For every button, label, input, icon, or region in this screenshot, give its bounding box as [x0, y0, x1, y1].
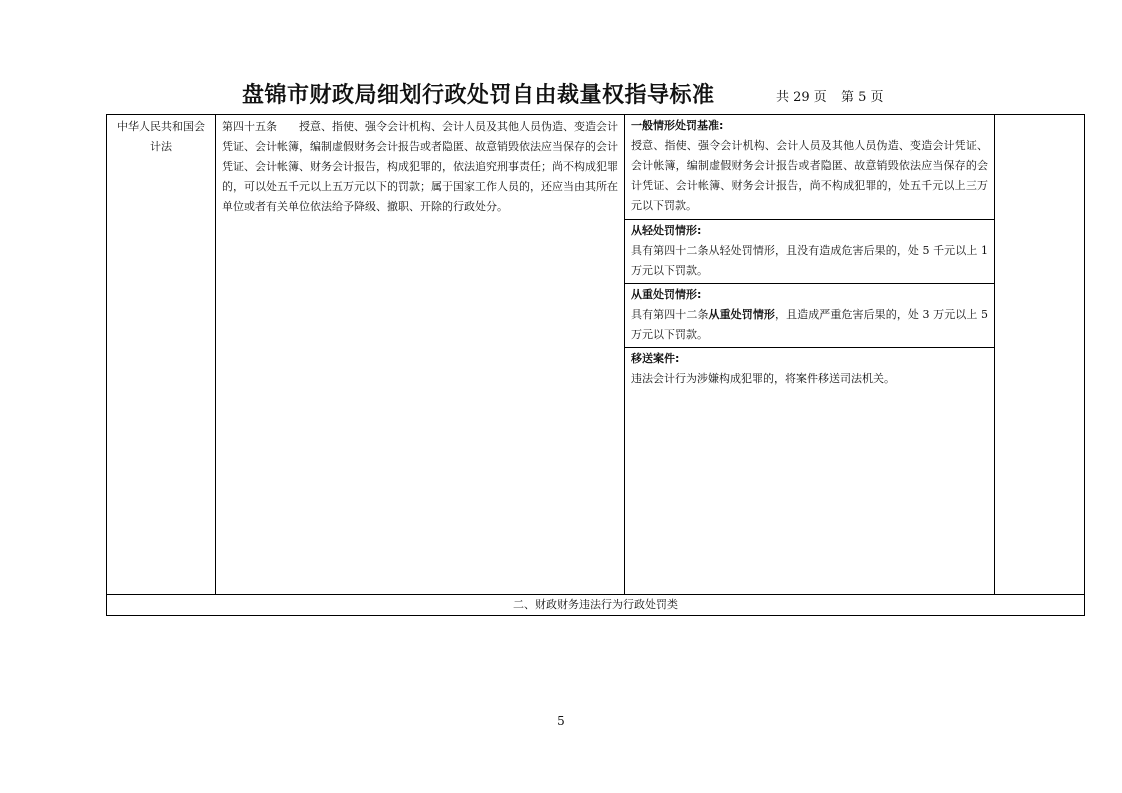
remarks-cell [995, 115, 1085, 595]
page-info [776, 86, 894, 105]
transfer-case-block [625, 348, 994, 391]
law-name: 中华人民共和国会计法 [117, 120, 205, 153]
lenient-standard-text: 具有第四十二条从轻处罚情形，且没有造成危害后果的，处 5 千元以上 1 万元以下罚款。 [631, 244, 988, 277]
total-pages: 共 29 页 [776, 90, 827, 105]
severe-text-after: ，且造成严重危害后果的，处 3 万元以上 5 万元以下罚款。 [631, 308, 989, 341]
transfer-case-text: 违法会计行为涉嫌构成犯罪的，将案件移送司法机关。 [631, 372, 895, 385]
section-heading: 二、财政财务违法行为行政处罚类 [107, 595, 1085, 616]
general-standard-text: 授意、指使、强令会计机构、会计人员及其他人员伪造、变造会计凭证、会计帐簿，编制虚假财务会计报告或者隐匿、故意销毁依法应当保存的会计凭证、会计帐簿、财务会计报告，尚不构成犯罪的，处五千元以上三万元以下罚款。 [631, 139, 988, 212]
article-cell [216, 115, 625, 595]
penalty-standards-table [106, 114, 1085, 616]
general-standard-block [625, 115, 994, 220]
current-page: 第 5 页 [840, 90, 884, 105]
severe-standard-block [625, 284, 994, 348]
article-number: 第四十五条 [222, 120, 277, 133]
general-standard-heading: 一般情形处罚基准: [631, 119, 724, 132]
article-text: 授意、指使、强令会计机构、会计人员及其他人员伪造、变造会计凭证、会计帐簿，编制虚假财务会计报告或者隐匿、故意销毁依法应当保存的会计凭证、会计帐簿、财务会计报告，构成犯罪的，依法追究刑事责任；尚不构成犯罪的，可以处五千元以上五万元以下的罚款；属于国家工作人员的，还应当由其所在单位或者有关单位依法给予降级、撤职、开除的行政处分。 [222, 120, 618, 213]
severe-standard-text [631, 305, 988, 345]
section-heading-row [107, 595, 1085, 616]
severe-text-before: 具有第四十二条 [631, 308, 709, 321]
severe-standard-heading: 从重处罚情形: [631, 288, 702, 301]
standards-cell [625, 115, 995, 595]
page-number: 5 [557, 714, 565, 728]
severe-text-bold: 从重处罚情形 [708, 308, 775, 321]
lenient-standard-block [625, 220, 994, 284]
table-row [107, 115, 1085, 595]
lenient-standard-heading: 从轻处罚情形: [631, 224, 702, 237]
document-title: 盘锦市财政局细划行政处罚自由裁量权指导标准 [242, 83, 715, 108]
transfer-case-heading: 移送案件: [631, 352, 680, 365]
law-name-cell [107, 115, 216, 595]
